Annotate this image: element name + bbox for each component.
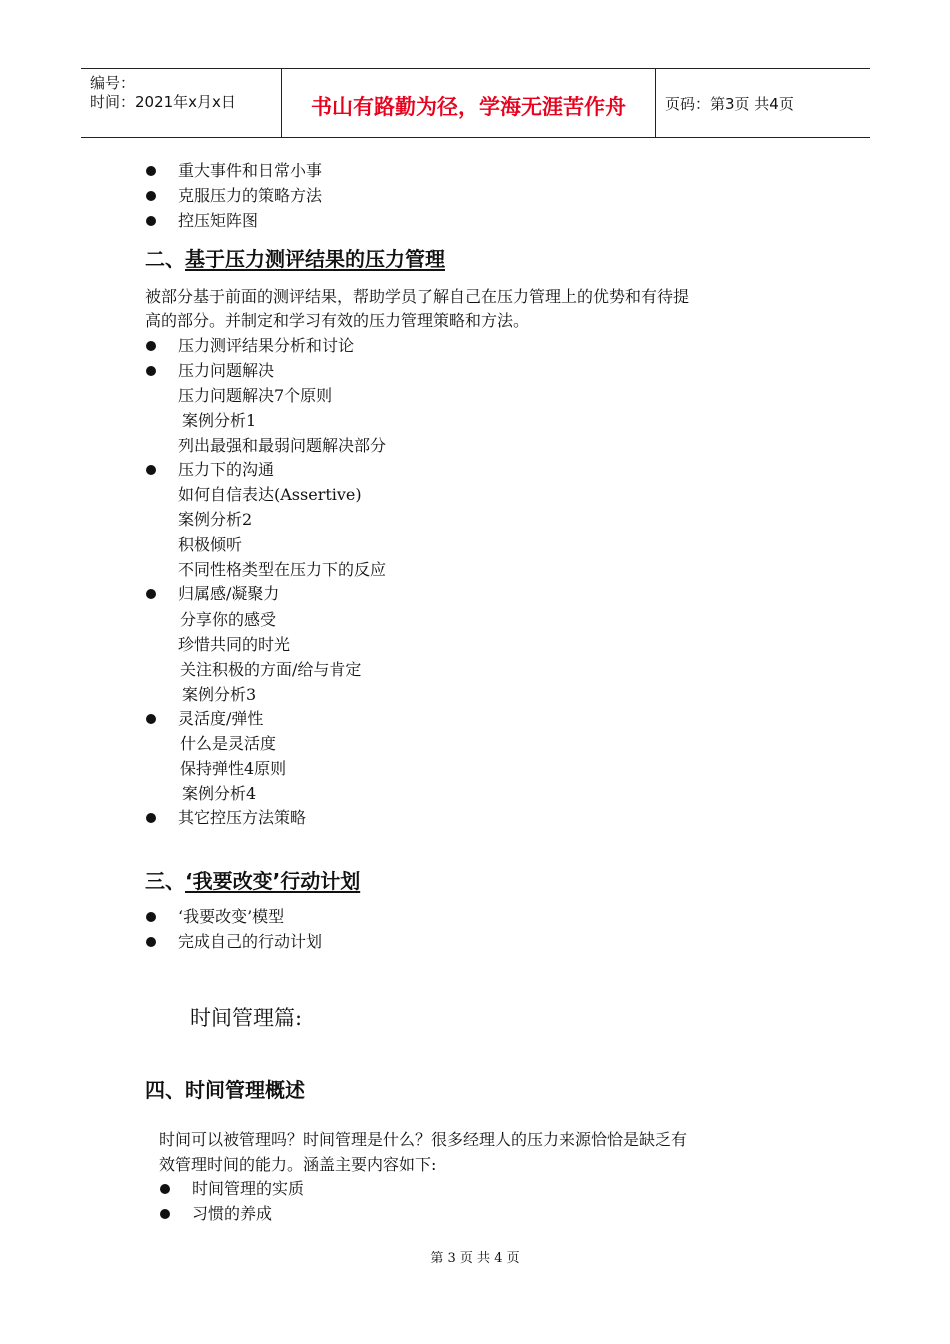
section-3-heading — [145, 868, 360, 894]
paragraph-line: 时间可以被管理吗？时间管理是什么？很多经理人的压力来源恰恰是缺乏有 — [159, 1130, 688, 1149]
list-item: 克服压力的策略方法 — [178, 186, 323, 205]
list-item: 习惯的养成 — [192, 1204, 273, 1223]
section-2-number: 二、 — [145, 247, 185, 271]
sub-item: 不同性格类型在压力下的反应 — [178, 560, 387, 579]
time-label: 时间：2021年x月x日 — [90, 93, 236, 111]
bullet-dot — [146, 714, 156, 724]
section-4-heading: 四、时间管理概述 — [145, 1078, 305, 1102]
sub-item: 如何自信表达(Assertive) — [178, 485, 362, 504]
bullet-dot — [146, 166, 156, 176]
bullet-dot — [146, 191, 156, 201]
sub-item: 案例分析4 — [182, 784, 257, 803]
bullet-dot — [146, 589, 156, 599]
paragraph-line: 效管理时间的能力。涵盖主要内容如下: — [159, 1155, 437, 1174]
header-center-cell — [282, 69, 656, 137]
bullet-dot — [160, 1184, 170, 1194]
sub-item: 积极倾听 — [178, 535, 243, 554]
sub-item: 保持弹性4原则 — [180, 759, 287, 778]
bullet-dot — [146, 216, 156, 226]
list-item: ‘我要改变’模型 — [178, 907, 285, 926]
sub-item: 关注积极的方面/给与肯定 — [180, 660, 362, 679]
section-2-heading — [145, 246, 445, 272]
section-3-title: ‘我要改变’行动计划 — [185, 869, 361, 893]
bullet-dot — [146, 341, 156, 351]
paragraph-line: 被部分基于前面的测评结果，帮助学员了解自己在压力管理上的优势和有待提 — [145, 287, 690, 306]
sub-item: 案例分析1 — [182, 411, 257, 430]
header-right-cell — [656, 69, 870, 137]
motto: 书山有路勤为径，学海无涯苦作舟 — [311, 95, 626, 119]
list-item: 归属感/凝聚力 — [178, 584, 280, 603]
bullet-dot — [146, 465, 156, 475]
list-item: 灵活度/弹性 — [178, 709, 264, 728]
section-3-number: 三、 — [145, 869, 185, 893]
sub-item: 案例分析2 — [178, 510, 253, 529]
page-footer: 第 3 页 共 4 页 — [430, 1251, 520, 1266]
paragraph-line: 高的部分。并制定和学习有效的压力管理策略和方法。 — [145, 311, 530, 330]
part-title: 时间管理篇: — [190, 1006, 303, 1030]
number-label: 编号： — [90, 74, 136, 92]
list-item: 压力问题解决 — [178, 361, 275, 380]
list-item: 压力下的沟通 — [178, 460, 275, 479]
bullet-dot — [146, 813, 156, 823]
header-left-cell — [81, 69, 282, 137]
sub-item: 分享你的感受 — [180, 610, 277, 629]
list-item: 时间管理的实质 — [192, 1179, 305, 1198]
list-item: 完成自己的行动计划 — [178, 932, 323, 951]
list-item: 其它控压方法策略 — [178, 808, 307, 827]
bullet-dot — [146, 912, 156, 922]
sub-item: 珍惜共同的时光 — [178, 635, 291, 654]
list-item: 压力测评结果分析和讨论 — [178, 336, 355, 355]
sub-item: 案例分析3 — [182, 685, 257, 704]
list-item: 控压矩阵图 — [178, 211, 259, 230]
bullet-dot — [160, 1209, 170, 1219]
sub-item: 压力问题解决7个原则 — [178, 386, 333, 405]
document-header — [81, 68, 870, 138]
list-item: 重大事件和日常小事 — [178, 161, 323, 180]
bullet-dot — [146, 937, 156, 947]
bullet-dot — [146, 366, 156, 376]
sub-item: 什么是灵活度 — [180, 734, 277, 753]
section-2-title: 基于压力测评结果的压力管理 — [185, 247, 445, 271]
page-info: 页码：第3页 共4页 — [665, 95, 794, 113]
sub-item: 列出最强和最弱问题解决部分 — [178, 436, 387, 455]
